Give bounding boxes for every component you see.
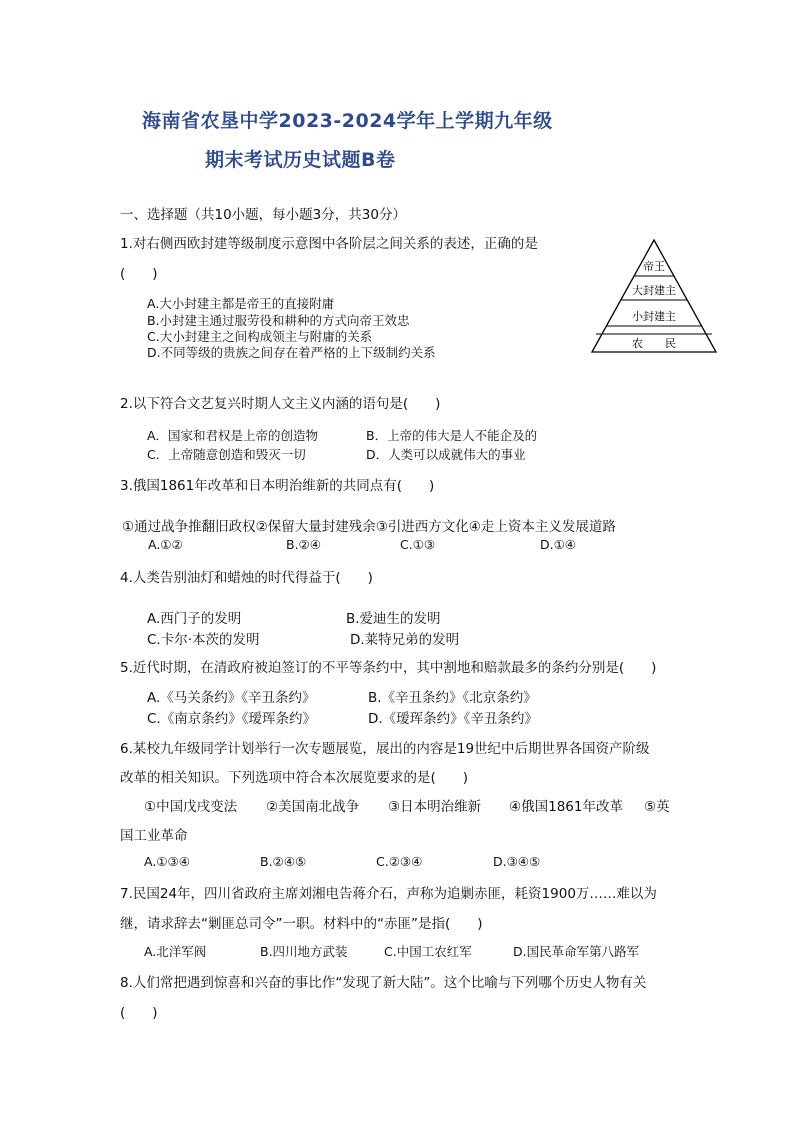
question-6-item-2: ②美国南北战争: [266, 799, 360, 815]
page-title-line2: 期末考试历史试题B卷: [205, 149, 396, 171]
question-3-option-b: B.②④: [286, 537, 321, 552]
question-5-option-c: C.《南京条约》《瑷珲条约》: [147, 711, 316, 727]
question-6-option-d: D.③④⑤: [493, 854, 541, 869]
question-6-item-5-cont: 国工业革命: [120, 828, 188, 844]
question-1-stem: 1.对右侧西欧封建等级制度示意图中各阶层之间关系的表述，正确的是: [120, 236, 538, 252]
question-2-option-d: D．人类可以成就伟大的事业: [366, 447, 526, 462]
question-1-option-d: D.不同等级的贵族之间存在着严格的上下级制约关系: [147, 345, 436, 360]
question-6-item-3: ③日本明治维新: [388, 799, 482, 815]
page-title-line1: 海南省农垦中学2023-2024学年上学期九年级: [142, 110, 553, 132]
question-7-option-a: A.北洋军阀: [144, 944, 207, 959]
question-4-option-b: B.爱迪生的发明: [346, 611, 441, 627]
question-2-option-c: C．上帝随意创造和毁灭一切: [147, 447, 306, 462]
question-5-option-b: B.《辛丑条约》《北京条约》: [368, 690, 537, 706]
question-5-option-a: A.《马关条约》《辛丑条约》: [147, 690, 316, 706]
question-6-stem-line2: 改革的相关知识。下列选项中符合本次展览要求的是( ): [120, 770, 469, 786]
feudal-hierarchy-pyramid: [588, 238, 720, 356]
question-3-items: ①通过战争推翻旧政权②保留大量封建残余③引进西方文化④走上资本主义发展道路: [122, 519, 616, 535]
question-3-option-d: D.①④: [540, 537, 577, 552]
pyramid-label-small-lords: 小封建主: [632, 310, 676, 323]
question-6-item-5: ⑤英: [644, 799, 670, 815]
question-1-option-b: B.小封建主通过服劳役和耕种的方式向帝王效忠: [147, 313, 410, 328]
question-6-item-1: ①中国戊戌变法: [144, 799, 238, 815]
question-3-option-a: A.①②: [148, 537, 183, 552]
question-1-paren: ( ): [120, 266, 158, 282]
question-1-option-c: C.大小封建主之间构成领主与附庸的关系: [147, 329, 373, 344]
question-4-option-d: D.莱特兄弟的发明: [350, 632, 460, 648]
question-4-option-a: A.西门子的发明: [147, 611, 242, 627]
question-7-option-d: D.国民革命军第八路军: [513, 944, 640, 959]
question-3-stem: 3.俄国1861年改革和日本明治维新的共同点有( ): [120, 478, 435, 494]
question-5-option-d: D.《瑷珲条约》《辛丑条约》: [368, 711, 538, 727]
question-7-stem-line1: 7.民国24年，四川省政府主席刘湘电告蒋介石，声称为追剿赤匪，耗资1900万……难以为: [120, 886, 657, 902]
question-6-option-c: C.②③④: [376, 854, 423, 869]
question-8-paren: ( ): [120, 1005, 158, 1021]
pyramid-label-great-lords: 大封建主: [632, 284, 676, 297]
question-7-stem-line2: 继，请求辞去“剿匪总司令”一职。材料中的“赤匪”是指( ): [120, 916, 483, 932]
question-5-stem: 5.近代时期，在清政府被迫签订的不平等条约中，其中割地和赔款最多的条约分别是( ): [120, 660, 657, 676]
question-6-stem-line1: 6.某校九年级同学计划举行一次专题展览，展出的内容是19世纪中后期世界各国资产阶级: [120, 741, 650, 757]
question-4-option-c: C.卡尔·本茨的发明: [147, 632, 260, 648]
question-2-option-b: B．上帝的伟大是人不能企及的: [366, 428, 538, 443]
question-7-option-c: C.中国工农红军: [384, 944, 472, 959]
question-1-option-a: A.大小封建主都是帝王的直接附庸: [147, 296, 335, 311]
question-8-stem: 8.人们常把遇到惊喜和兴奋的事比作“发现了新大陆”。这个比喻与下列哪个历史人物有关: [120, 975, 647, 991]
question-4-stem: 4.人类告别油灯和蜡烛的时代得益于( ): [120, 570, 373, 586]
question-6-option-a: A.①③④: [144, 854, 190, 869]
question-6-item-4: ④俄国1861年改革: [509, 799, 623, 815]
question-2-option-a: A．国家和君权是上帝的创造物: [147, 428, 319, 443]
question-2-stem: 2.以下符合文艺复兴时期人文主义内涵的语句是( ): [120, 396, 441, 412]
pyramid-label-emperor: 帝王: [643, 260, 665, 273]
question-6-option-b: B.②④⑤: [260, 854, 307, 869]
pyramid-label-peasants: 农 民: [632, 337, 676, 350]
question-7-option-b: B.四川地方武装: [260, 944, 348, 959]
question-3-option-c: C.①③: [400, 537, 436, 552]
section-heading: 一、选择题（共10小题，每小题3分，共30分）: [120, 207, 406, 223]
